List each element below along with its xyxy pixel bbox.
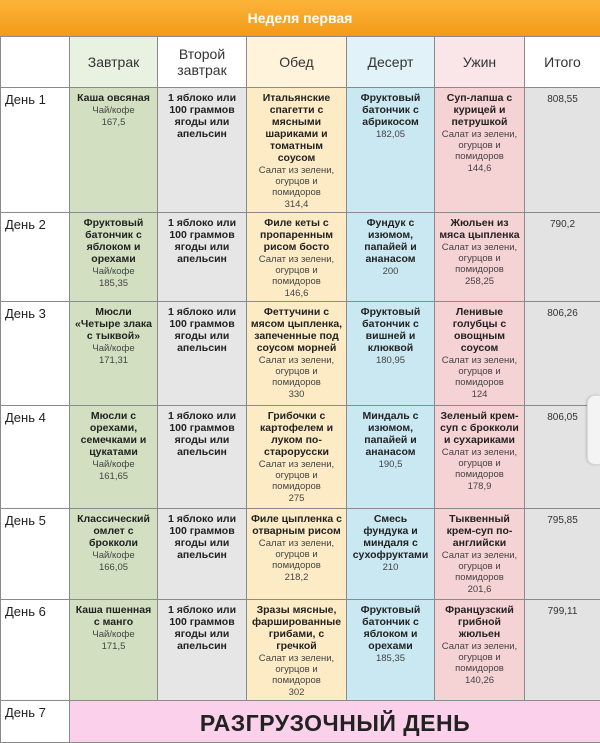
dish-name: Фундук с изюмом, папайей и ананасом (350, 217, 431, 265)
kcal-value: 258,25 (438, 276, 521, 287)
dish-name: Суп-лапша с курицей и петрушкой (438, 92, 521, 128)
total-cell: 808,55 (525, 88, 600, 213)
table-title: Неделя первая (0, 0, 600, 36)
dish-name: Смесь фундука и миндаля с сухофруктами (350, 513, 431, 561)
kcal-value: 200 (350, 266, 431, 277)
day-label: День 3 (1, 302, 70, 406)
total-cell: 790,2 (525, 213, 600, 302)
dish-name: Феттучини с мясом цыпленка, запеченные под соусом морней (250, 306, 343, 354)
dish-name: 1 яблоко или 100 граммов ягоды или апельсин (161, 92, 243, 140)
total-cell: 795,85 (525, 509, 600, 600)
side-text: Салат из зелени, огурцов и помидоров (438, 355, 521, 388)
lunch-cell (247, 509, 347, 600)
kcal-value: 302 (250, 687, 343, 698)
total-cell: 806,05 (525, 406, 600, 509)
dish-name: Филе цыпленка с отварным рисом (250, 513, 343, 537)
side-text: Салат из зелени, огурцов и помидоров (438, 641, 521, 674)
day-row (1, 213, 600, 302)
dessert-cell (347, 88, 435, 213)
header-row (1, 37, 600, 88)
side-text: Чай/кофе (73, 459, 154, 470)
header-lunch: Обед (247, 37, 347, 88)
breakfast-cell (70, 600, 158, 701)
kcal-value: 161,65 (73, 471, 154, 482)
day-row (1, 600, 600, 701)
dessert-cell (347, 600, 435, 701)
side-text: Чай/кофе (73, 550, 154, 561)
kcal-value: 146,6 (250, 288, 343, 299)
dish-name: Фруктовый батончик с яблоком и орехами (350, 604, 431, 652)
day-row (1, 88, 600, 213)
corner-cell (1, 37, 70, 88)
day-row-fasting (1, 701, 600, 743)
side-text: Салат из зелени, огурцов и помидоров (438, 242, 521, 275)
second-breakfast-cell (158, 213, 247, 302)
dish-name: Фруктовый батончик с вишней и клюквой (350, 306, 431, 354)
fasting-day-banner: РАЗГРУЗОЧНЫЙ ДЕНЬ (70, 701, 600, 743)
kcal-value: 178,9 (438, 481, 521, 492)
kcal-value: 201,6 (438, 584, 521, 595)
kcal-value: 140,26 (438, 675, 521, 686)
kcal-value: 190,5 (350, 459, 431, 470)
dish-name: 1 яблоко или 100 граммов ягоды или апельсин (161, 513, 243, 561)
meal-plan-table (0, 36, 600, 743)
side-text: Чай/кофе (73, 266, 154, 277)
kcal-value: 185,35 (350, 653, 431, 664)
second-breakfast-cell (158, 88, 247, 213)
dish-name: Французский грибной жюльен (438, 604, 521, 640)
dish-name: Миндаль с изюмом, папайей и ананасом (350, 410, 431, 458)
day-label: День 7 (1, 701, 70, 743)
lunch-cell (247, 600, 347, 701)
second-breakfast-cell (158, 600, 247, 701)
side-text: Салат из зелени, огурцов и помидоров (250, 538, 343, 571)
dish-name: Грибочки с картофелем и луком по-старорусски (250, 410, 343, 458)
header-total: Итого (525, 37, 600, 88)
day-label: День 4 (1, 406, 70, 509)
day-label: День 6 (1, 600, 70, 701)
dish-name: Каша пшенная с манго (73, 604, 154, 628)
dessert-cell (347, 213, 435, 302)
side-text: Салат из зелени, огурцов и помидоров (250, 355, 343, 388)
second-breakfast-cell (158, 406, 247, 509)
kcal-value: 171,5 (73, 641, 154, 652)
dish-name: Филе кеты с пропаренным рисом босто (250, 217, 343, 253)
dessert-cell (347, 406, 435, 509)
kcal-value: 330 (250, 389, 343, 400)
dish-name: 1 яблоко или 100 граммов ягоды или апельсин (161, 410, 243, 458)
total-cell: 799,11 (525, 600, 600, 701)
day-row (1, 509, 600, 600)
kcal-value: 182,05 (350, 129, 431, 140)
kcal-value: 314,4 (250, 199, 343, 210)
dish-name: Зразы мясные, фаршированные грибами, с гречкой (250, 604, 343, 652)
day-label: День 5 (1, 509, 70, 600)
total-cell: 806,26 (525, 302, 600, 406)
dinner-cell (435, 213, 525, 302)
side-text: Чай/кофе (73, 629, 154, 640)
kcal-value: 124 (438, 389, 521, 400)
header-dessert: Десерт (347, 37, 435, 88)
side-text: Салат из зелени, огурцов и помидоров (438, 550, 521, 583)
kcal-value: 144,6 (438, 163, 521, 174)
lunch-cell (247, 302, 347, 406)
side-text: Салат из зелени, огурцов и помидоров (438, 129, 521, 162)
dish-name: Мюсли «Четыре злака с тыквой» (73, 306, 154, 342)
header-dinner: Ужин (435, 37, 525, 88)
day-label: День 2 (1, 213, 70, 302)
day-label: День 1 (1, 88, 70, 213)
dish-name: Классический омлет с брокколи (73, 513, 154, 549)
dish-name: Фруктовый батончик с абрикосом (350, 92, 431, 128)
side-text: Чай/кофе (73, 105, 154, 116)
side-text: Салат из зелени, огурцов и помидоров (250, 165, 343, 198)
day-row (1, 302, 600, 406)
header-second-breakfast: Второй завтрак (158, 37, 247, 88)
header-breakfast: Завтрак (70, 37, 158, 88)
dish-name: Жюльен из мяса цыпленка (438, 217, 521, 241)
side-scroll-handle[interactable] (587, 395, 600, 465)
dish-name: Фруктовый батончик с яблоком и орехами (73, 217, 154, 265)
lunch-cell (247, 88, 347, 213)
dinner-cell (435, 509, 525, 600)
kcal-value: 166,05 (73, 562, 154, 573)
day-row (1, 406, 600, 509)
kcal-value: 171,31 (73, 355, 154, 366)
dinner-cell (435, 406, 525, 509)
kcal-value: 180,95 (350, 355, 431, 366)
dish-name: 1 яблоко или 100 граммов ягоды или апельсин (161, 604, 243, 652)
dish-name: Ленивые голубцы с овощным соусом (438, 306, 521, 354)
dish-name: Итальянские спагетти с мясными шариками и томатным соусом (250, 92, 343, 164)
lunch-cell (247, 213, 347, 302)
dish-name: Каша овсяная (73, 92, 154, 104)
dish-name: Мюсли с орехами, семечками и цукатами (73, 410, 154, 458)
breakfast-cell (70, 302, 158, 406)
side-text: Салат из зелени, огурцов и помидоров (250, 653, 343, 686)
side-text: Салат из зелени, огурцов и помидоров (250, 254, 343, 287)
dish-name: Зеленый крем-суп с брокколи и сухариками (438, 410, 521, 446)
kcal-value: 218,2 (250, 572, 343, 583)
breakfast-cell (70, 88, 158, 213)
lunch-cell (247, 406, 347, 509)
side-text: Салат из зелени, огурцов и помидоров (438, 447, 521, 480)
dinner-cell (435, 600, 525, 701)
kcal-value: 167,5 (73, 117, 154, 128)
kcal-value: 275 (250, 493, 343, 504)
dinner-cell (435, 88, 525, 213)
breakfast-cell (70, 406, 158, 509)
side-text: Чай/кофе (73, 343, 154, 354)
dish-name: 1 яблоко или 100 граммов ягоды или апельсин (161, 306, 243, 354)
dish-name: 1 яблоко или 100 граммов ягоды или апельсин (161, 217, 243, 265)
breakfast-cell (70, 509, 158, 600)
dessert-cell (347, 509, 435, 600)
kcal-value: 210 (350, 562, 431, 573)
second-breakfast-cell (158, 509, 247, 600)
side-text: Салат из зелени, огурцов и помидоров (250, 459, 343, 492)
dish-name: Тыквенный крем-суп по-английски (438, 513, 521, 549)
breakfast-cell (70, 213, 158, 302)
kcal-value: 185,35 (73, 278, 154, 289)
second-breakfast-cell (158, 302, 247, 406)
dinner-cell (435, 302, 525, 406)
dessert-cell (347, 302, 435, 406)
